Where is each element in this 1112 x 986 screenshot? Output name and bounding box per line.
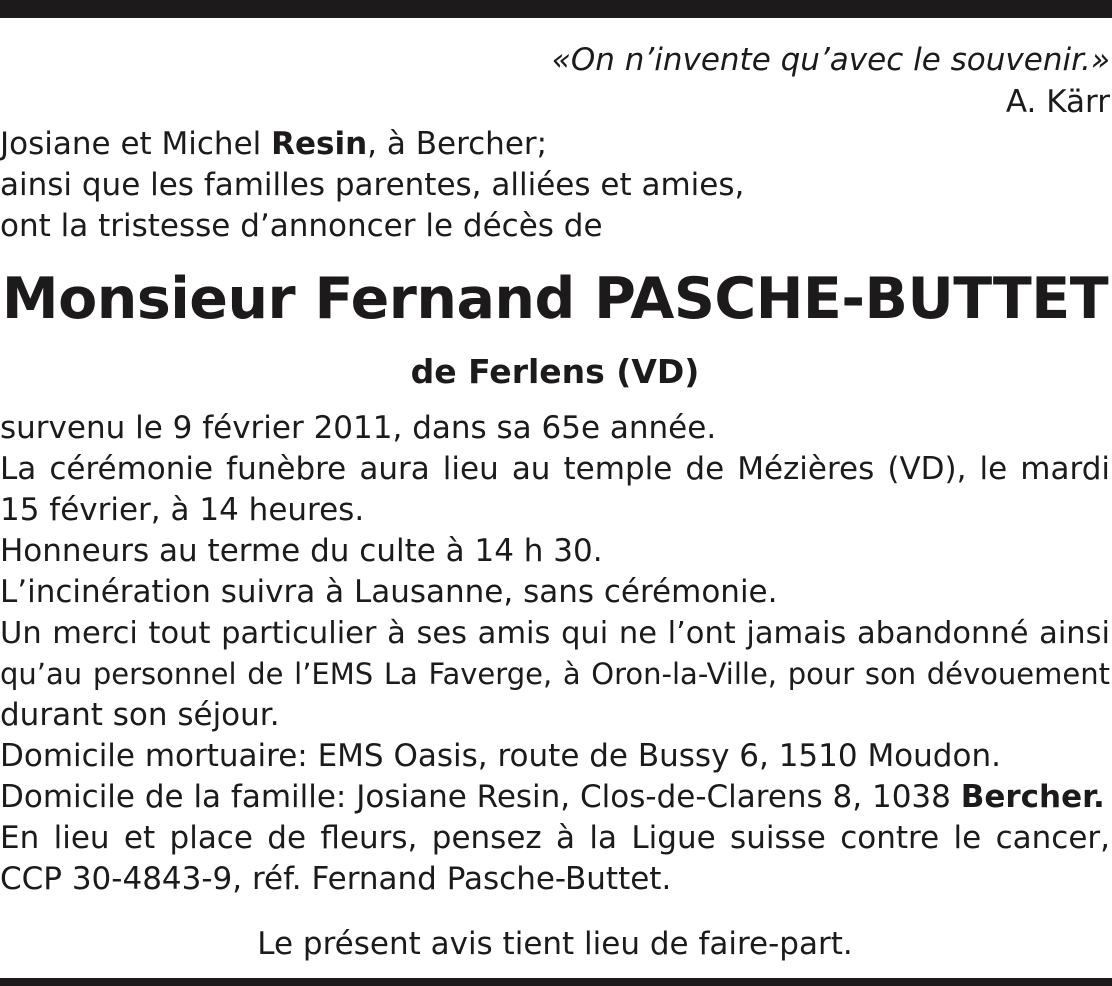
top-border-rule: [0, 0, 1112, 18]
intro-family-surname: Resin: [271, 126, 368, 162]
epigraph-quote: «On n’invente qu’avec le souvenir.»: [551, 42, 1110, 78]
family-address-town: Bercher.: [960, 779, 1105, 815]
incineration-line: L’incinération suivra à Lausanne, sans cérémonie.: [0, 574, 778, 610]
announcement-intro: [0, 124, 1110, 247]
announcement-body: [0, 408, 1110, 900]
thanks-line-3: durant son séjour.: [0, 697, 280, 733]
intro-line-family: [0, 124, 1110, 165]
family-address-text: Domicile de la famille: Josiane Resin, Clos-de-Clarens 8, 1038: [0, 779, 961, 815]
intro-line-relatives: ainsi que les familles parentes, alliées et amies,: [0, 167, 745, 203]
intro-family-suffix: , à Bercher;: [367, 126, 548, 162]
thanks-line-2: qu’au personnel de l’EMS La Faverge, à Oron-la-Ville, pour son dévouement: [0, 657, 1110, 691]
epigraph-author: A. Kärr: [1005, 84, 1110, 120]
ceremony-line-1: La cérémonie funèbre aura lieu au temple de Mézières (VD), le mardi: [0, 451, 1110, 487]
thanks-line-1: Un merci tout particulier à ses amis qui ne l’ont jamais abandonné ainsi: [0, 616, 1110, 651]
bottom-border-rule: [0, 978, 1112, 986]
family-address: [0, 777, 1110, 818]
flowers-line-2: CCP 30-4843-9, réf. Fernand Pasche-Buttet.: [0, 861, 672, 897]
deceased-name: Monsieur Fernand PASCHE-BUTTET: [1, 266, 1109, 332]
intro-family-prefix: Josiane et Michel: [0, 126, 272, 162]
closing-note: Le présent avis tient lieu de faire-part.: [257, 926, 853, 962]
mortuary-address: Domicile mortuaire: EMS Oasis, route de Bussy 6, 1510 Moudon.: [0, 738, 1001, 774]
death-date-line: survenu le 9 février 2011, dans sa 65e année.: [0, 410, 717, 446]
intro-line-announcement: ont la tristesse d’annoncer le décès de: [0, 208, 603, 244]
deceased-origin: de Ferlens (VD): [410, 352, 700, 391]
ceremony-line-2: 15 février, à 14 heures.: [0, 492, 365, 528]
flowers-line-1: En lieu et place de fleurs, pensez à la Ligue suisse contre le cancer,: [0, 820, 1110, 856]
honours-line: Honneurs au terme du culte à 14 h 30.: [0, 533, 603, 569]
